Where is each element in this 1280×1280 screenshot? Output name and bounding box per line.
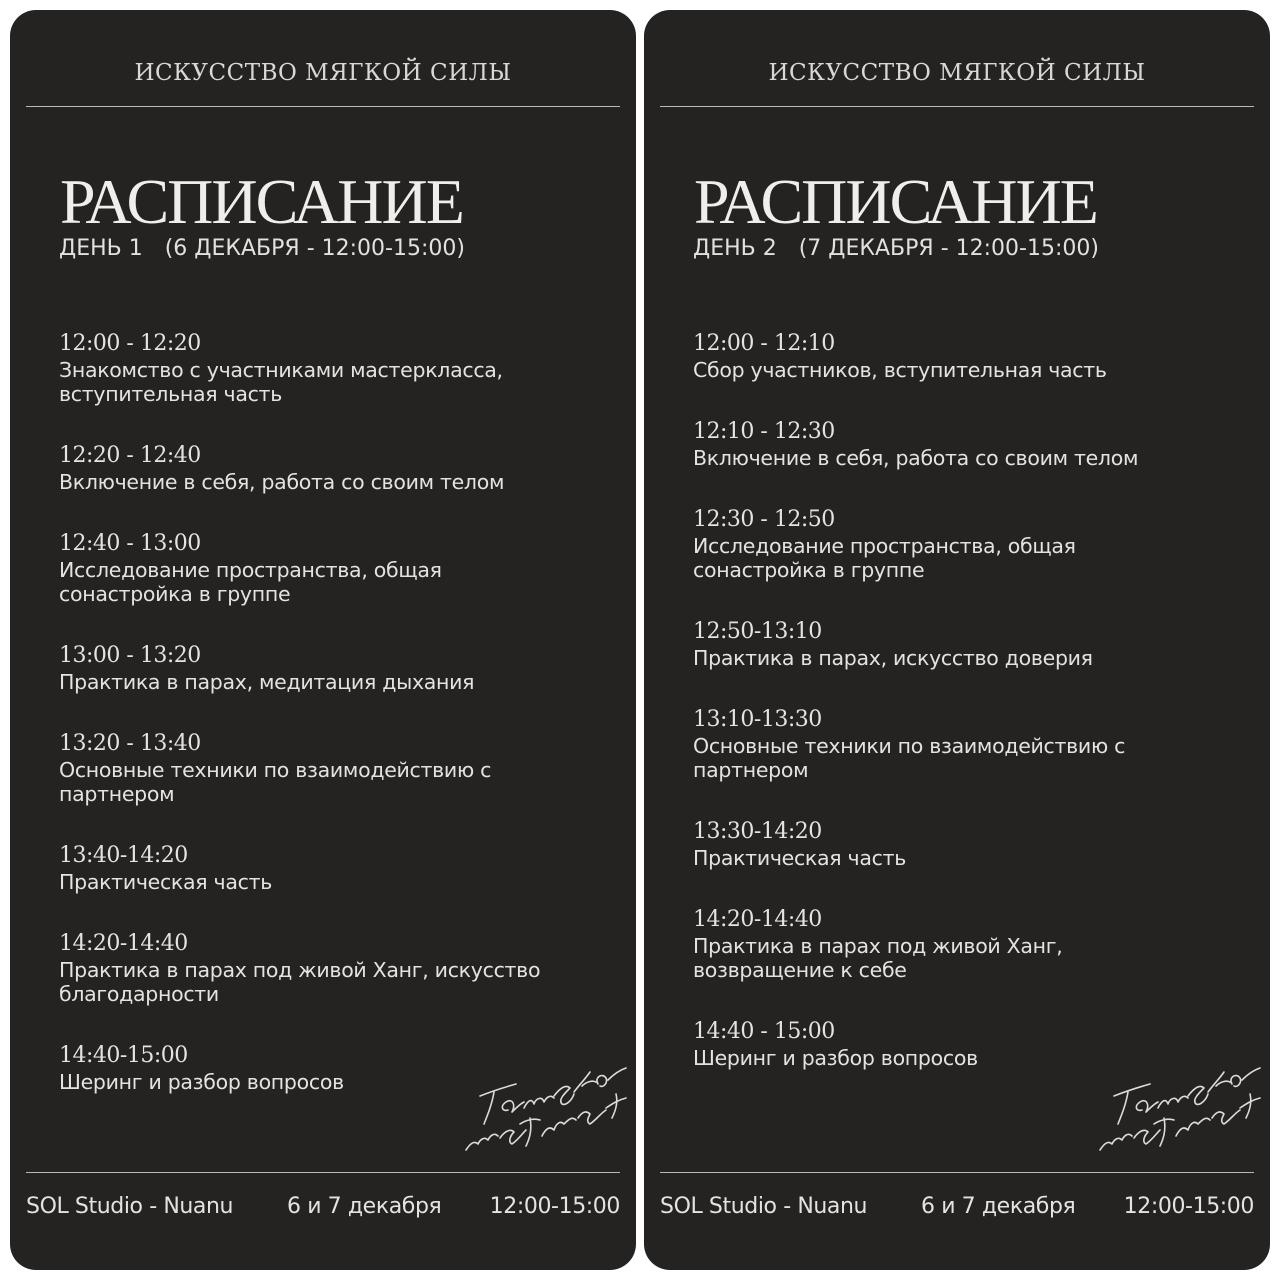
schedule-entry	[59, 530, 618, 606]
entry-time: 14:40-15:00	[59, 1043, 188, 1068]
entry-description-line: Практика в парах под живой Ханг, искусство	[59, 958, 541, 982]
footer-dates: 6 и 7 декабря	[921, 1194, 1076, 1219]
schedule-entry	[693, 906, 1252, 982]
entry-description-line: Шеринг и разбор вопросов	[59, 1070, 344, 1094]
entry-description-line: Знакомство с участниками мастеркласса,	[59, 358, 503, 382]
schedule-entry	[693, 330, 1252, 382]
entry-time: 12:00 - 12:20	[59, 331, 201, 356]
day-line	[59, 236, 465, 261]
entry-description-line: Практика в парах, медитация дыхания	[59, 670, 475, 694]
entry-description-line: Исследование пространства, общая	[59, 558, 442, 582]
top-divider	[26, 106, 620, 107]
schedule-heading: РАСПИСАНИЕ	[60, 166, 463, 237]
entry-description-line: Основные техники по взаимодействию с	[59, 758, 492, 782]
entry-time: 12:00 - 12:10	[693, 331, 835, 356]
top-divider	[660, 106, 1254, 107]
footer-dates: 6 и 7 декабря	[287, 1194, 442, 1219]
bottom-divider	[26, 1172, 620, 1173]
footer-hours: 12:00-15:00	[489, 1194, 620, 1219]
entry-description-line: вступительная часть	[59, 382, 282, 406]
schedule-entry	[693, 418, 1252, 470]
entry-time: 14:40 - 15:00	[693, 1019, 835, 1044]
bottom-divider	[660, 1172, 1254, 1173]
schedule-entry	[59, 730, 618, 806]
schedule-entry	[59, 330, 618, 406]
schedule-entry	[693, 706, 1252, 782]
day-label: ДЕНЬ 2	[693, 236, 777, 261]
entry-description-line: Практика в парах под живой Ханг,	[693, 934, 1063, 958]
signature-logo	[450, 1048, 636, 1158]
schedule-card-day-1	[10, 10, 636, 1270]
schedule-entry	[693, 618, 1252, 670]
schedule-entry	[59, 930, 618, 1006]
entry-description-line: Практика в парах, искусство доверия	[693, 646, 1093, 670]
entry-description-line: Практическая часть	[59, 870, 272, 894]
entry-time: 12:40 - 13:00	[59, 531, 201, 556]
entry-time: 13:00 - 13:20	[59, 643, 201, 668]
entry-time: 12:30 - 12:50	[693, 507, 835, 532]
entry-description-line: Практическая часть	[693, 846, 906, 870]
schedule-entry	[693, 506, 1252, 582]
footer-studio: SOL Studio - Nuanu	[26, 1194, 234, 1219]
schedule-entry	[693, 818, 1252, 870]
schedule-card-day-2	[644, 10, 1270, 1270]
entry-time: 12:20 - 12:40	[59, 443, 201, 468]
entry-description-line: Включение в себя, работа со своим телом	[59, 470, 505, 494]
footer-hours: 12:00-15:00	[1123, 1194, 1254, 1219]
entry-description-line: Шеринг и разбор вопросов	[693, 1046, 978, 1070]
entry-time: 14:20-14:40	[59, 931, 188, 956]
entry-time: 14:20-14:40	[693, 907, 822, 932]
entry-time: 13:40-14:20	[59, 843, 188, 868]
day-date: (6 ДЕКАБРЯ - 12:00-15:00)	[164, 236, 465, 261]
schedule-entry	[59, 642, 618, 694]
entry-description-line: Исследование пространства, общая	[693, 534, 1076, 558]
entry-description-line: Основные техники по взаимодействию с	[693, 734, 1126, 758]
entry-description-line: Сбор участников, вступительная часть	[693, 358, 1107, 382]
day-date: (7 ДЕКАБРЯ - 12:00-15:00)	[798, 236, 1099, 261]
signature-logo	[1084, 1048, 1270, 1158]
schedule-entry	[59, 842, 618, 894]
entry-description-line: благодарности	[59, 982, 219, 1006]
footer-studio: SOL Studio - Nuanu	[660, 1194, 868, 1219]
day-line	[693, 236, 1099, 261]
day-label: ДЕНЬ 1	[59, 236, 143, 261]
brand-title: ИСКУССТВО МЯГКОЙ СИЛЫ	[134, 60, 512, 86]
entry-description-line: сонастройка в группе	[693, 558, 925, 582]
entry-time: 13:30-14:20	[693, 819, 822, 844]
schedule-entry	[59, 442, 618, 494]
brand-title: ИСКУССТВО МЯГКОЙ СИЛЫ	[768, 60, 1146, 86]
entry-time: 13:10-13:30	[693, 707, 822, 732]
entry-description-line: партнером	[59, 782, 175, 806]
entry-description-line: Включение в себя, работа со своим телом	[693, 446, 1139, 470]
schedule-heading: РАСПИСАНИЕ	[694, 166, 1097, 237]
entry-time: 13:20 - 13:40	[59, 731, 201, 756]
entry-description-line: партнером	[693, 758, 809, 782]
entry-time: 12:10 - 12:30	[693, 419, 835, 444]
entry-description-line: сонастройка в группе	[59, 582, 291, 606]
entry-description-line: возвращение к себе	[693, 958, 907, 982]
entry-time: 12:50-13:10	[693, 619, 822, 644]
